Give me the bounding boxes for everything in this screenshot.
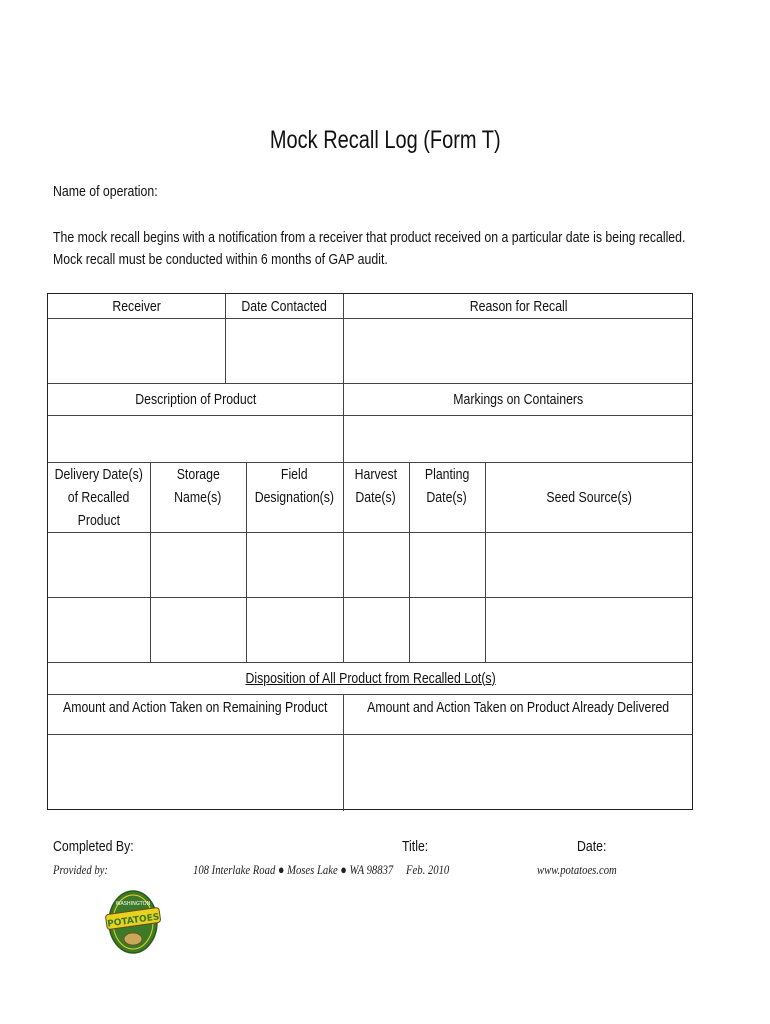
washington-potatoes-logo-icon	[105, 884, 161, 956]
storage-names-cell[interactable]	[150, 597, 246, 662]
planting-dates-header: Planting Date(s)	[424, 466, 470, 506]
description-of-product-header: Description of Product	[134, 390, 256, 408]
field-designations-cell[interactable]	[246, 532, 343, 597]
logo-main-text: POTATOES	[106, 912, 161, 930]
logo-top-text: WASHINGTON	[115, 901, 151, 907]
remaining-product-header: Amount and Action Taken on Remaining Product	[63, 699, 328, 716]
date-reference: Feb. 2010	[406, 862, 450, 877]
harvest-dates-cell[interactable]	[343, 532, 409, 597]
operation-name-label: Name of operation:	[53, 183, 158, 200]
reason-for-recall-cell[interactable]	[343, 319, 694, 383]
receiver-header: Receiver	[112, 298, 161, 315]
markings-on-containers-header: Markings on Containers	[453, 390, 584, 408]
markings-on-containers-cell[interactable]	[343, 415, 694, 462]
date-label: Date:	[577, 838, 607, 855]
title-label: Title:	[402, 838, 429, 855]
intro-text-line-2: Mock recall must be conducted within 6 months of GAP audit.	[53, 251, 388, 268]
field-designations-header: Field Designation(s)	[254, 466, 335, 506]
website-link[interactable]: www.potatoes.com	[537, 862, 617, 877]
delivered-product-header: Amount and Action Taken on Product Already Delivered	[367, 699, 670, 716]
provided-by-label: Provided by:	[53, 862, 108, 877]
footer	[0, 838, 770, 878]
delivery-dates-cell[interactable]	[48, 597, 150, 662]
date-contacted-cell[interactable]	[225, 319, 343, 383]
remaining-product-cell[interactable]	[48, 734, 343, 811]
delivery-dates-header: Delivery Date(s) of Recalled Product	[54, 466, 144, 529]
date-contacted-header: Date Contacted	[241, 298, 327, 315]
address-text: 108 Interlake Road ● Moses Lake ● WA 98837	[193, 862, 394, 877]
field-designations-cell[interactable]	[246, 597, 343, 662]
planting-dates-cell[interactable]	[409, 532, 485, 597]
receiver-cell[interactable]	[48, 319, 225, 383]
page-title: Mock Recall Log (Form T)	[269, 126, 501, 154]
completed-by-label: Completed By:	[53, 838, 134, 855]
delivered-product-cell[interactable]	[343, 734, 694, 811]
intro-text-line-1: The mock recall begins with a notification from a receiver that product received on a particular date is being recalled.	[53, 229, 686, 246]
reason-for-recall-header: Reason for Recall	[469, 298, 568, 315]
disposition-header: Disposition of All Product from Recalled Lot(s)	[245, 669, 497, 687]
recall-log-table	[47, 293, 693, 810]
delivery-dates-cell[interactable]	[48, 532, 150, 597]
harvest-dates-header: Harvest Date(s)	[354, 466, 398, 506]
description-of-product-cell[interactable]	[48, 415, 343, 462]
storage-names-header: Storage Name(s)	[174, 466, 222, 506]
seed-sources-header: Seed Source(s)	[546, 488, 633, 506]
storage-names-cell[interactable]	[150, 532, 246, 597]
planting-dates-cell[interactable]	[409, 597, 485, 662]
seed-sources-cell[interactable]	[485, 532, 694, 597]
harvest-dates-cell[interactable]	[343, 597, 409, 662]
seed-sources-cell[interactable]	[485, 597, 694, 662]
